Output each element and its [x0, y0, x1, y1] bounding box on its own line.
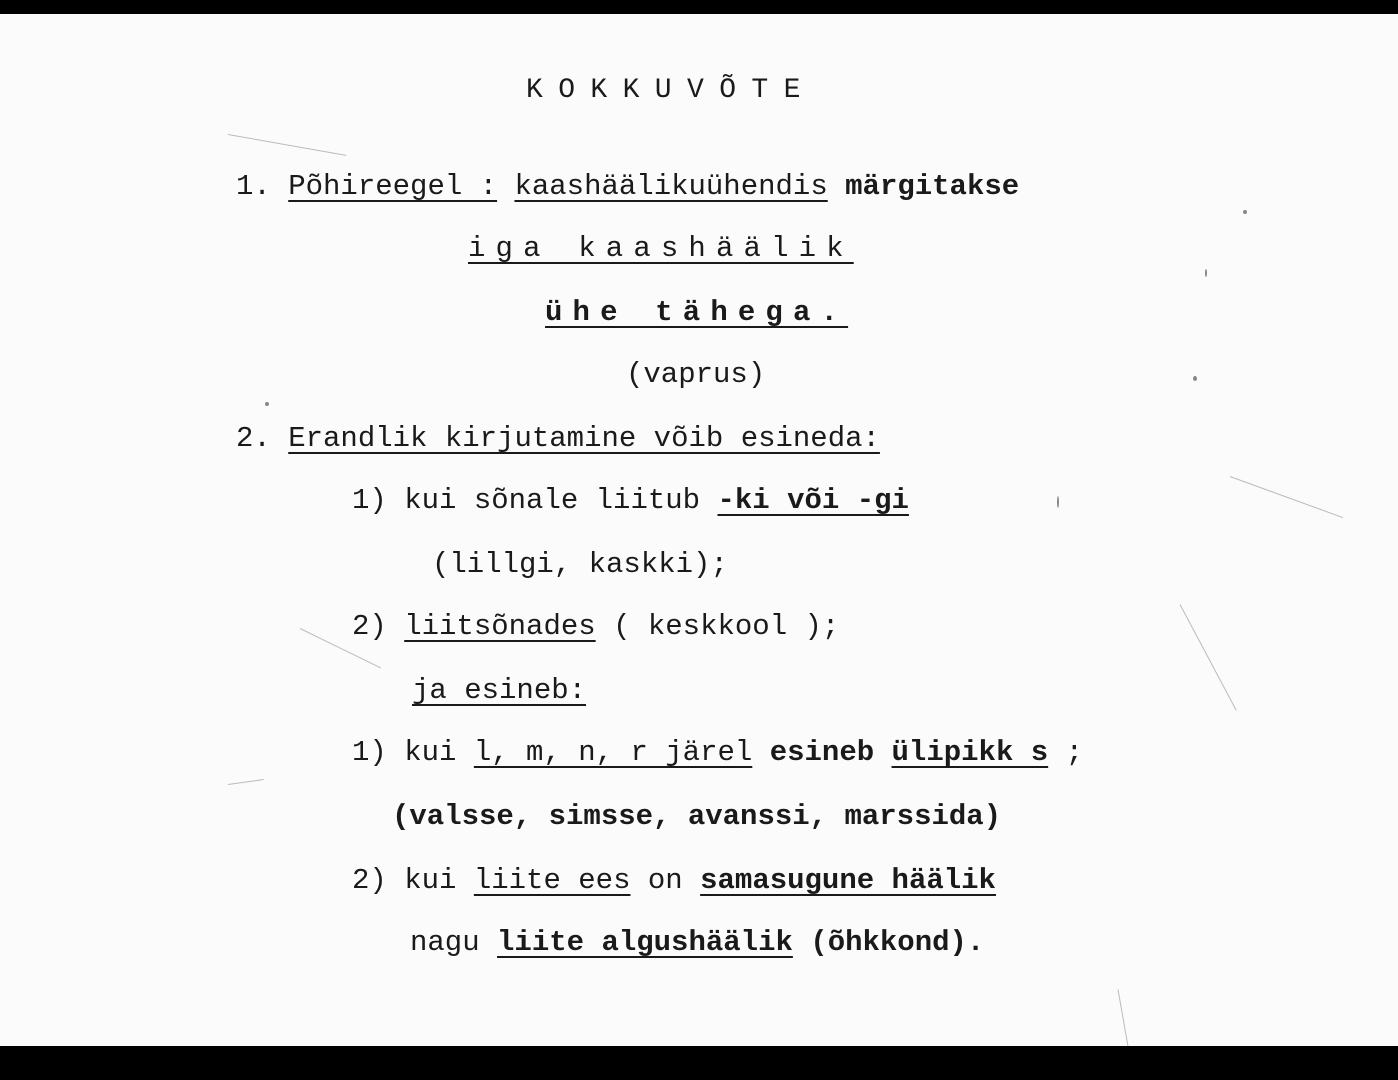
case3-example: (valsse, simsse, avanssi, marssida)	[392, 800, 1002, 833]
case4-example: (õhkkond).	[810, 926, 985, 959]
rule1-number: 1.	[236, 170, 271, 203]
case4-on: on	[647, 864, 683, 897]
case4-nagu: nagu	[410, 926, 480, 959]
rule1-line2: iga kaashäälik	[468, 232, 854, 265]
film-speck	[1243, 210, 1247, 214]
case3-term: ülipikk s	[891, 736, 1049, 769]
rule2-line1	[236, 424, 880, 453]
case1-number: 1)	[352, 484, 387, 517]
rule2-case3	[352, 738, 1083, 767]
rule2-number: 2.	[236, 422, 271, 455]
case1-example: (lillgi, kaskki);	[432, 548, 728, 581]
rule1-line3: ühe tähega.	[545, 296, 849, 329]
rule2-case4-cont	[410, 928, 984, 957]
film-scratch	[1118, 989, 1129, 1048]
case4-term1: liite ees	[473, 864, 631, 897]
film-speck	[1057, 496, 1059, 508]
rule2-case1	[352, 486, 909, 515]
rule1-verb: märgitakse	[845, 170, 1020, 203]
case3-end: ;	[1065, 736, 1083, 769]
film-scratch	[1230, 476, 1343, 518]
and-occurs: ja esineb:	[412, 674, 587, 707]
case4-kui: kui	[404, 864, 457, 897]
case2-example: ( keskkool );	[613, 610, 840, 643]
film-speck	[1193, 376, 1197, 381]
rule1-line1	[236, 172, 1019, 201]
case4-term3: liite algushäälik	[497, 926, 793, 959]
film-scratch	[1180, 604, 1237, 710]
rule2-case2	[352, 612, 839, 641]
film-scratch	[228, 779, 264, 785]
page-title: KOKKUVÕTE	[526, 75, 816, 106]
film-speck	[1205, 269, 1207, 277]
case1-suffix: -ki või -gi	[717, 484, 909, 517]
case3-kui: kui	[404, 736, 457, 769]
rule1-example: (vaprus)	[626, 358, 766, 391]
case1-text: kui sõnale liitub	[404, 484, 701, 517]
film-scratch	[228, 134, 346, 156]
rule1-term: kaashäälikuühendis	[514, 170, 828, 203]
rule2-heading: Erandlik kirjutamine võib esineda:	[288, 422, 880, 455]
case4-term2: samasugune häälik	[700, 864, 996, 897]
case2-number: 2)	[352, 610, 387, 643]
film-speck	[265, 402, 269, 406]
case2-term: liitsõnades	[404, 610, 596, 643]
rule2-case4	[352, 866, 996, 895]
rule1-heading: Põhireegel :	[288, 170, 498, 203]
case3-number: 1)	[352, 736, 387, 769]
case4-number: 2)	[352, 864, 387, 897]
document-page	[0, 14, 1398, 1054]
film-frame-bottom	[0, 1046, 1398, 1080]
case3-letters: l, m, n, r järel	[473, 736, 753, 769]
case3-esineb: esineb	[769, 736, 875, 769]
